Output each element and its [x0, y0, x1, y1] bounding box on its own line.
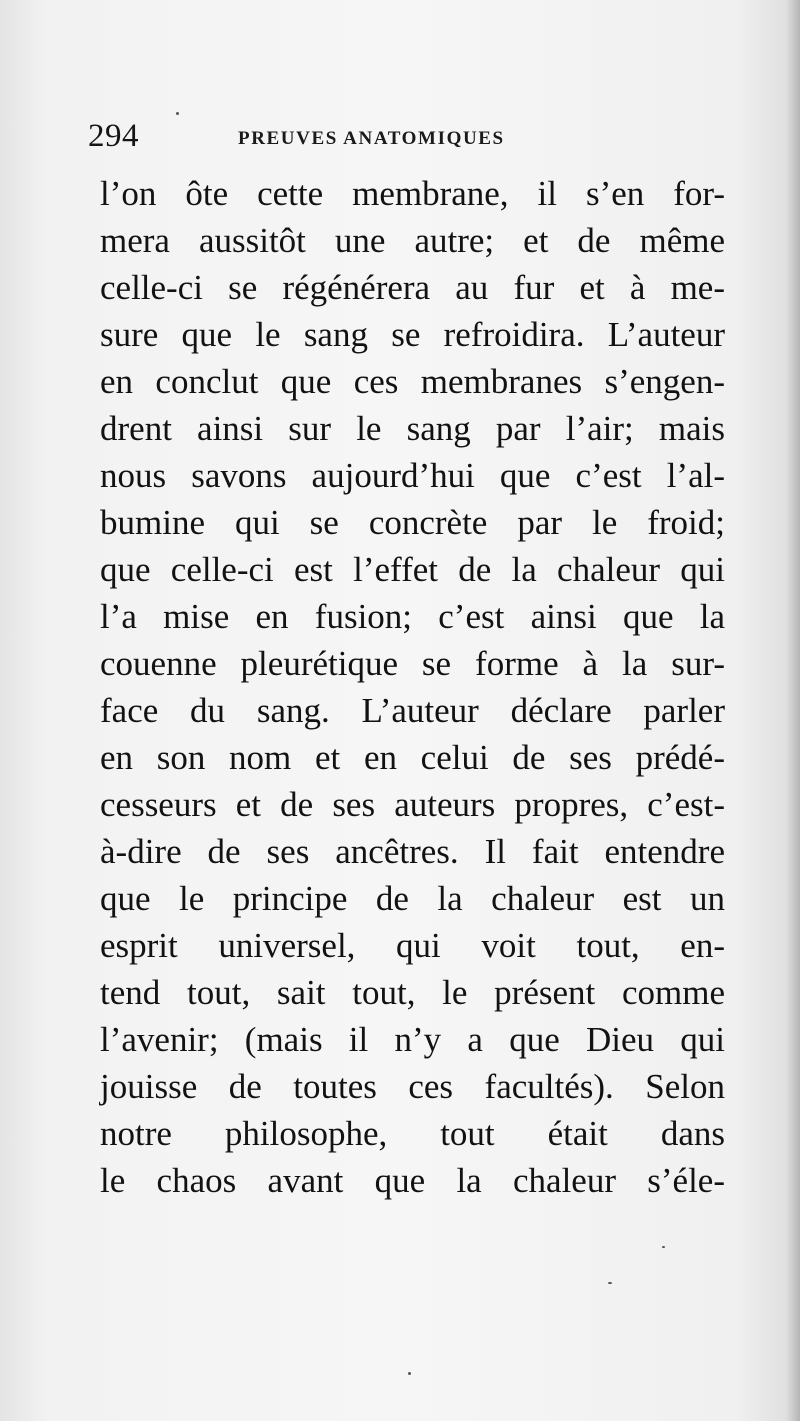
text-line: cesseurs et de ses auteurs propres, c’est- [100, 785, 725, 824]
running-head: PREUVES ANATOMIQUES [238, 128, 505, 149]
text-line: couenne pleurétique se forme à la sur- [100, 644, 725, 683]
text-line: jouisse de toutes ces facultés). Selon [100, 1067, 725, 1106]
text-line: l’avenir; (mais il n’y a que Dieu qui [100, 1020, 725, 1059]
text-line: drent ainsi sur le sang par l’air; mais [100, 409, 725, 448]
paper-speck [176, 112, 179, 115]
text-line: celle-ci se régénérera au fur et à me- [100, 268, 725, 307]
text-line: l’a mise en fusion; c’est ainsi que la [100, 597, 725, 636]
text-line: sure que le sang se refroidira. L’auteur [100, 315, 725, 354]
page-header [88, 118, 728, 162]
paper-speck [608, 1282, 612, 1284]
text-line: le chaos avant que la chaleur s’éle- [100, 1161, 725, 1200]
text-line: mera aussitôt une autre; et de même [100, 221, 725, 260]
text-line: bumine qui se concrète par le froid; [100, 503, 725, 542]
paper-speck [662, 1246, 665, 1248]
text-line: tend tout, sait tout, le présent comme [100, 973, 725, 1012]
text-line: à-dire de ses ancêtres. Il fait entendre [100, 832, 725, 871]
page-edge-shadow [786, 0, 800, 1421]
text-line: en conclut que ces membranes s’engen- [100, 362, 725, 401]
text-line: notre philosophe, tout était dans [100, 1114, 725, 1153]
text-line: que le principe de la chaleur est un [100, 879, 725, 918]
text-line: face du sang. L’auteur déclare parler [100, 691, 725, 730]
text-line: l’on ôte cette membrane, il s’en for- [100, 174, 725, 213]
body-text [100, 170, 725, 1204]
text-line: esprit universel, qui voit tout, en- [100, 926, 725, 965]
text-line: que celle-ci est l’effet de la chaleur qui [100, 550, 725, 589]
text-line: en son nom et en celui de ses prédé- [100, 738, 725, 777]
text-line: nous savons aujourd’hui que c’est l’al- [100, 456, 725, 495]
paper-speck [408, 1372, 411, 1375]
page-number: 294 [88, 118, 139, 154]
